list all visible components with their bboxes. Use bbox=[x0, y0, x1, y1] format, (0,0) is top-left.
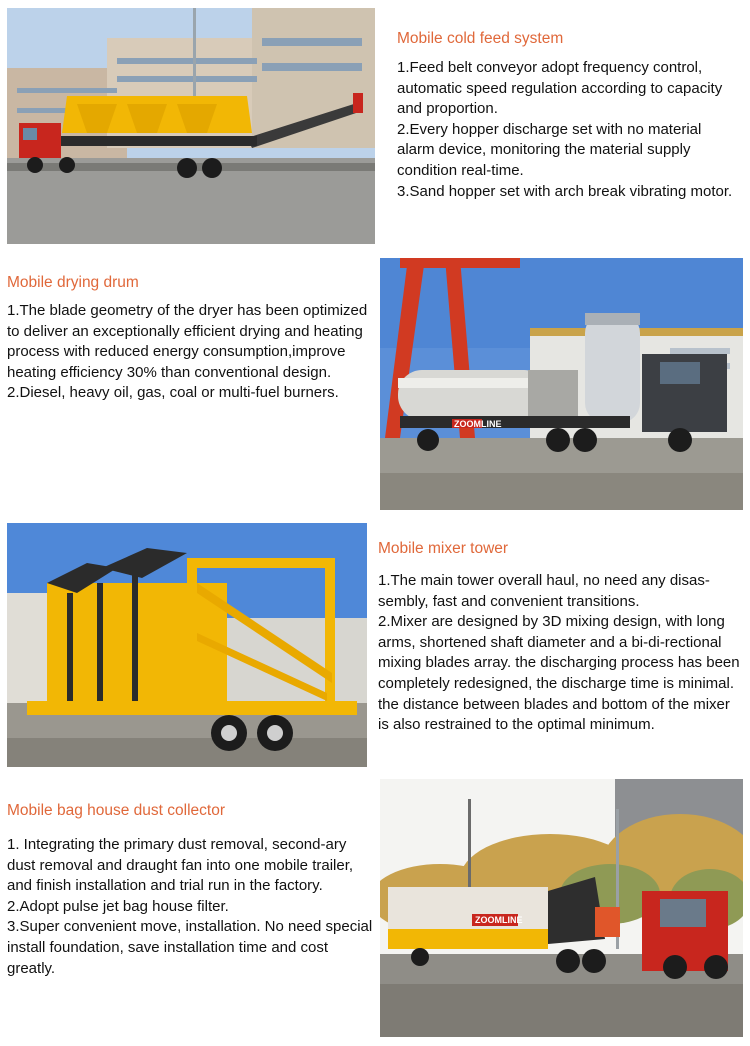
section-body bbox=[397, 58, 742, 202]
section-bag-house bbox=[0, 775, 750, 1046]
paragraph: 1.Feed belt conveyor adopt frequency control, automatic speed regulation according to capacity and proportion. bbox=[397, 59, 723, 118]
section-body bbox=[7, 835, 375, 979]
paragraph: 1.The main tower overall haul, no need any disas-sembly, fast and convenient transitions. bbox=[378, 572, 710, 610]
paragraph: 1.The blade geometry of the dryer has been optimized to deliver an exceptionally efficient drying and heating process with reduced energy consumption,improve heating efficiency 30% than conventional design. bbox=[7, 302, 368, 381]
paragraph: 1. Integrating the primary dust removal, second-ary dust removal and draught fan into one mobile trailer, and finish installation and trial run in the factory. bbox=[7, 836, 354, 895]
paragraph: 3.Super convenient move, installation. No need special install foundation, save installation time and cost greatly. bbox=[7, 918, 373, 977]
section-heading: Mobile mixer tower bbox=[378, 540, 509, 557]
paragraph: 2.Adopt pulse jet bag house filter. bbox=[7, 897, 229, 915]
paragraph: 2.Every hopper discharge set with no material alarm device, monitoring the material supply condition real-time. bbox=[397, 120, 702, 179]
brand-plate: ZOOMLINE bbox=[475, 915, 523, 925]
section-heading: Mobile cold feed system bbox=[397, 30, 564, 47]
section-body bbox=[7, 301, 375, 404]
paragraph: 2.Diesel, heavy oil, gas, coal or multi-fuel burners. bbox=[7, 384, 339, 402]
section-heading: Mobile drying drum bbox=[7, 274, 139, 291]
bag-house-photo bbox=[380, 779, 743, 1037]
section-heading: Mobile bag house dust collector bbox=[7, 802, 225, 819]
paragraph: 3.Sand hopper set with arch break vibrating motor. bbox=[397, 182, 733, 200]
mixer-tower-photo bbox=[7, 523, 367, 767]
cold-feed-photo bbox=[7, 8, 375, 244]
paragraph: 2.Mixer are designed by 3D mixing design, with long arms, shortened shaft diameter and a bi-di-rectional mixing blades array. the discharging process has been completely redesigned, the discharge time is minimal. the distance between blades and bottom of the mixer is also restrained to the optimal minimum. bbox=[378, 613, 740, 734]
section-body bbox=[378, 571, 743, 736]
section-mixer-tower bbox=[0, 515, 750, 775]
brand-plate: ZOOMLINE bbox=[454, 419, 502, 429]
section-cold-feed bbox=[0, 0, 750, 250]
section-drying-drum bbox=[0, 250, 750, 515]
drying-drum-photo bbox=[380, 258, 743, 510]
